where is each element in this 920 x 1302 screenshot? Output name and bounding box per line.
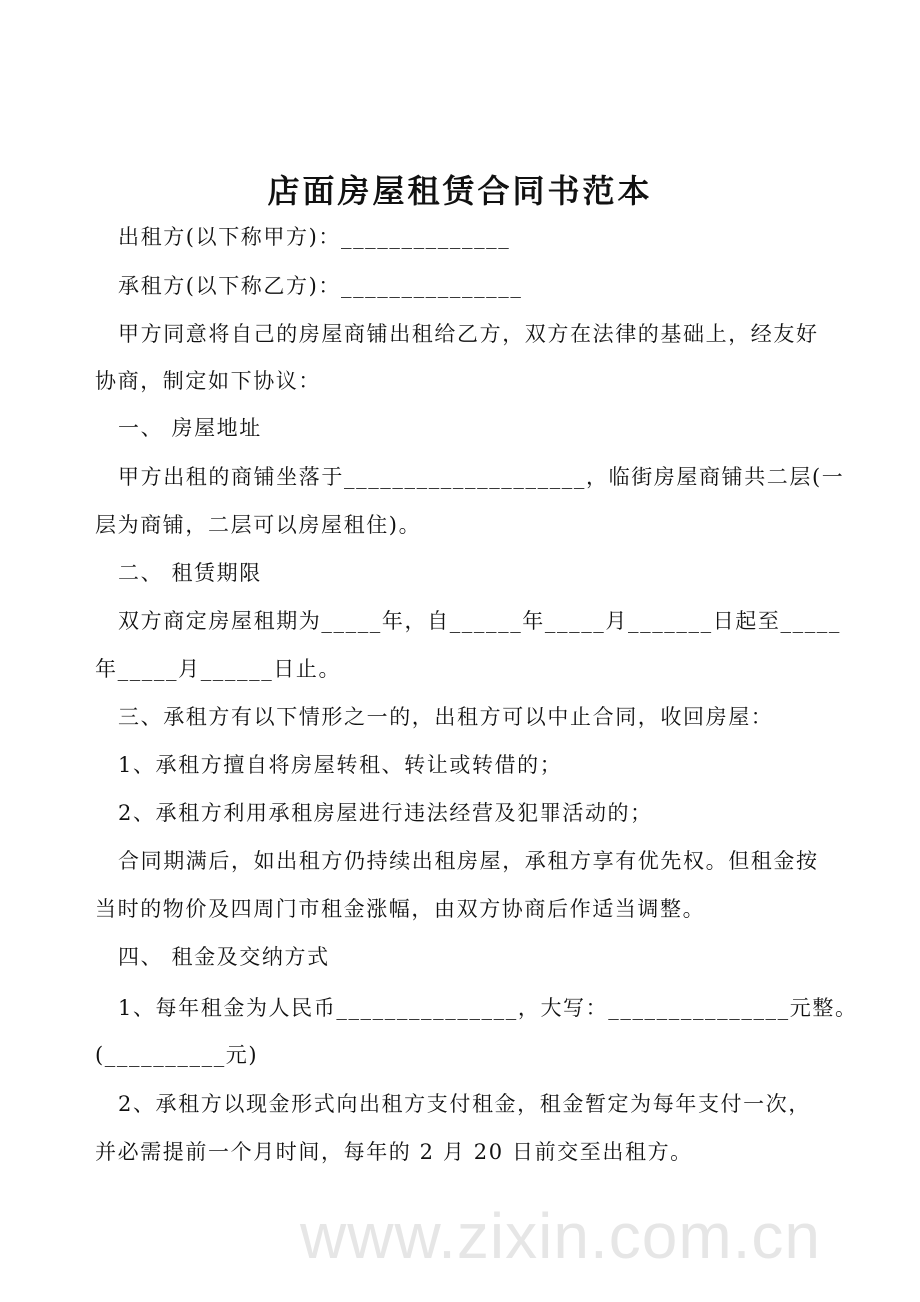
watermark: www.zixin.com.cn: [300, 1200, 821, 1272]
section-heading: 四、 租金及交纳方式: [118, 945, 330, 969]
paragraph: 并必需提前一个月时间，每年的 2 月 20 日前交至出租方。: [95, 1140, 693, 1164]
document-title: 店面房屋租赁合同书范本: [267, 172, 653, 210]
paragraph: 双方商定房屋租期为_____年，自______年_____月_______日起至_____: [118, 609, 841, 633]
section-heading: 一、 房屋地址: [118, 416, 262, 440]
paragraph: 甲方出租的商铺坐落于____________________，临街房屋商铺共二层(一: [118, 465, 845, 489]
paragraph: 协商，制定如下协议：: [95, 369, 321, 393]
lessee-line: 承租方(以下称乙方)：_______________: [118, 274, 523, 298]
paragraph: 年_____月______日止。: [95, 657, 342, 681]
paragraph: 层为商铺，二层可以房屋租住)。: [95, 513, 422, 537]
list-item: 1、承租方擅自将房屋转租、转让或转借的；: [118, 753, 563, 777]
list-item: 2、承租方利用承租房屋进行违法经营及犯罪活动的；: [118, 801, 653, 825]
list-item: 2、承租方以现金形式向出租方支付租金，租金暂定为每年支付一次，: [118, 1092, 811, 1116]
section-heading: 三、承租方有以下情形之一的，出租方可以中止合同，收回房屋：: [118, 705, 774, 729]
paragraph: (__________元): [95, 1043, 259, 1067]
paragraph: 合同期满后，如出租方仍持续出租房屋，承租方享有优先权。但租金按: [118, 849, 819, 873]
list-item: 1、每年租金为人民币_______________，大写：_______________元整。: [118, 996, 858, 1020]
paragraph: 当时的物价及四周门市租金涨幅，由双方协商后作适当调整。: [95, 897, 706, 921]
section-heading: 二、 租赁期限: [118, 561, 262, 585]
paragraph: 甲方同意将自己的房屋商铺出租给乙方，双方在法律的基础上，经友好: [118, 322, 819, 346]
lessor-line: 出租方(以下称甲方)：______________: [118, 225, 511, 249]
